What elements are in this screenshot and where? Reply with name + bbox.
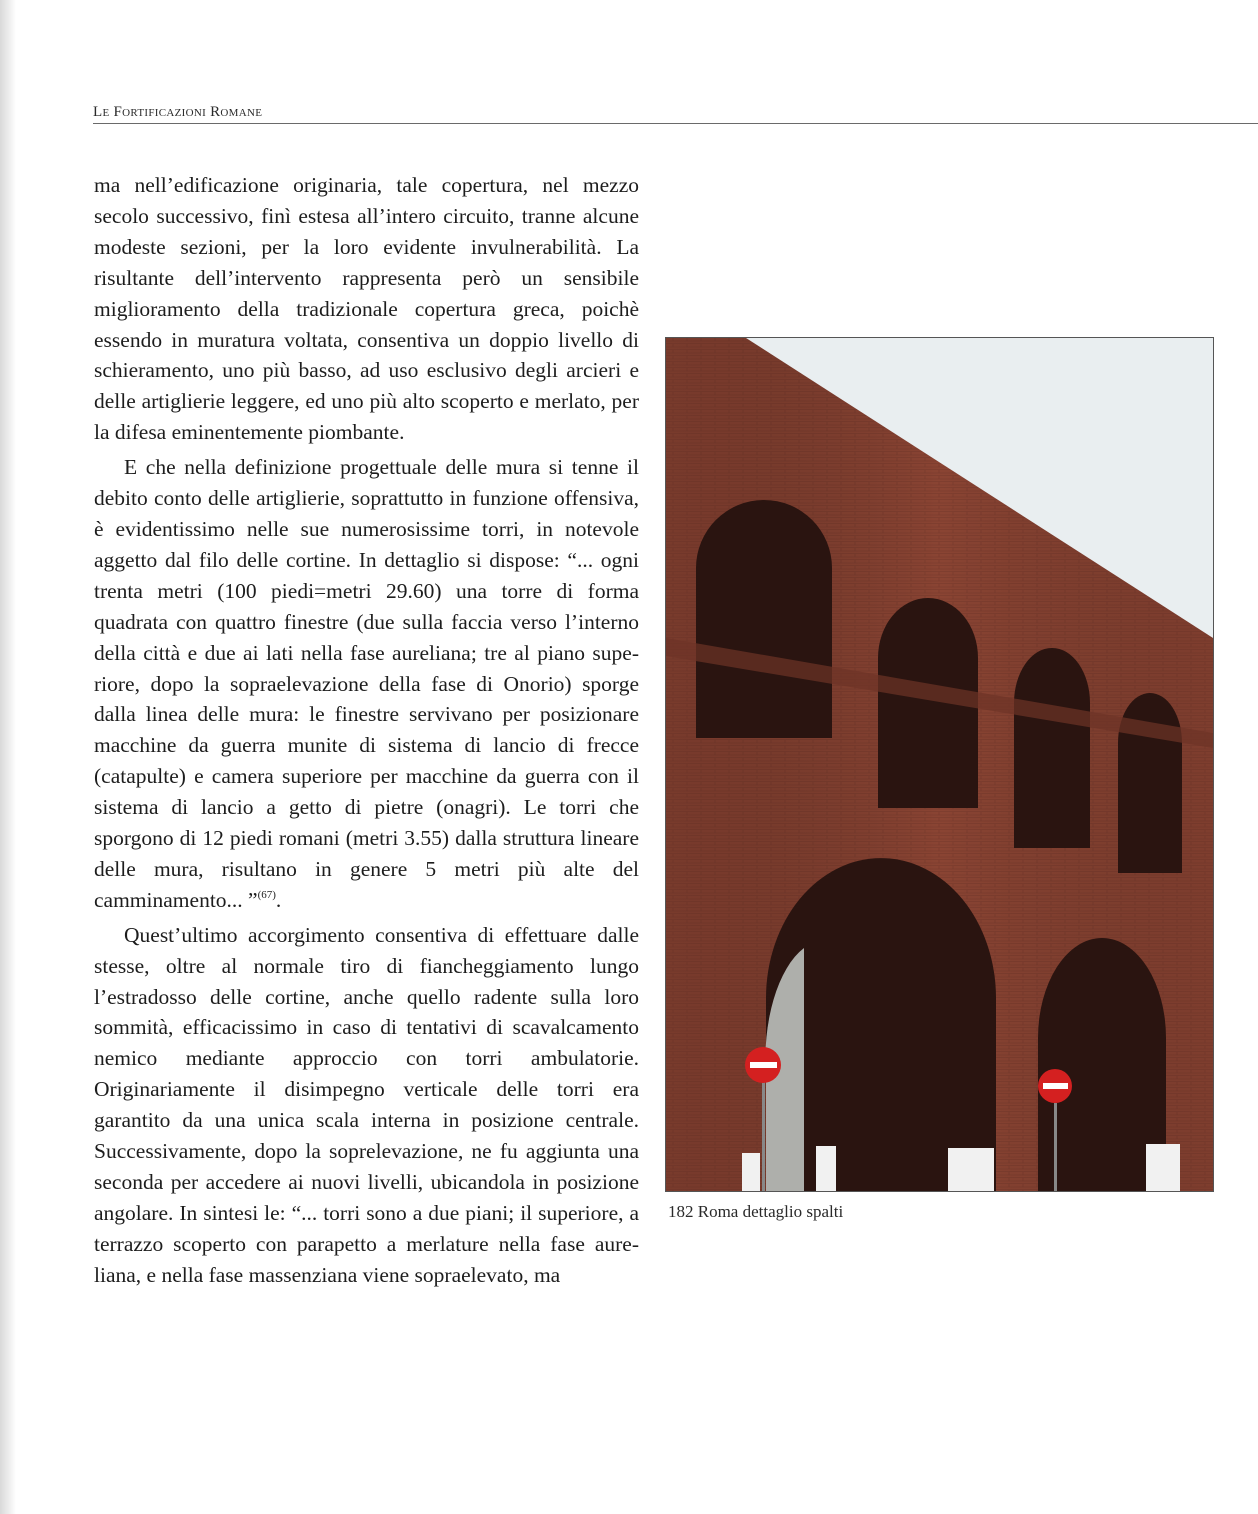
figure-caption: 182 Roma dettaglio spalti — [668, 1202, 844, 1221]
paragraph-2-text: E che nella definizione progettuale delle mura si tenne il debito conto delle artiglierie, soprattutto in funzione offensiva, è evidentissimo nelle sue numerosissime torri, in notevole aggetto dal filo delle cortine. In dettaglio si dispose: “... ogni trenta metri (100 piedi=metri 29.60) una torre di forma quadrata con quattro finestre (due sulla faccia verso l’interno della città e due ai lati nella fase aureliana; tre al piano superiore, dopo la sopraelevazione della fase di Onorio) sporge dalla linea delle mura: le finestre servivano per posizionare macchine da guerra munite di sistema di lancio di frecce (catapulte) e camera superiore per macchine da guerra con il sistema di lancio a getto di pietre (onagri). Le torri che sporgono di 12 piedi romani (metri 3.55) dalla struttura lineare delle mura, risultano in genere 5 metri più alte del camminamento... ” — [94, 455, 639, 912]
upper-arch-1 — [696, 500, 832, 738]
upper-arch-3 — [1014, 648, 1090, 848]
running-title: Le Fortificazioni Romane — [93, 104, 263, 120]
paragraph-2-tail: . — [275, 887, 282, 912]
paragraph-1: ma nell’edificazione originaria, tale copertura, nel mezzo secolo successivo, finì estesa all’intero circuito, tranne alcune modeste sezioni, per la loro evidente invulnerabilità. La risultante dell’intervento rappresenta però un sensibile miglioramento della tradizionale copertura greca, poichè essendo in muratura voltata, consentiva un doppio livello di schieramento, uno più basso, ad uso esclusivo degli arcieri e delle artiglierie leggere, ed uno più alto scoperto e merlato, per la difesa eminentemente piombante. — [94, 173, 639, 445]
paragraph-3: Quest’ultimo accorgimento consentiva di effettuare dalle stesse, oltre al normale tiro di fiancheggiamento lungo l’estradosso delle cortine, anche quello radente sulla loro sommità, efficacissimo in caso di tentativi di scavalcamento nemico mediante approccio con torri ambulatorie. Originariamente il disimpegno verticale delle torri era garantito da una unica scala interna in posizione centrale. Successivamente, dopo la soprelevazione, ne fu aggiunta una seconda per accedere ai nuovi livelli, ubicandola in posizione angolare. In sintesi le: “... torri sono a due piani; il superiore, a terrazzo scoperto con parapetto a merlature nella fase aureliana, e nella fase massenziana viene sopraelevato, ma — [94, 922, 639, 1287]
header-rule — [93, 123, 1258, 124]
paragraph-2 — [94, 452, 639, 916]
footnote-reference[interactable]: (67) — [257, 888, 276, 901]
page-gutter-shadow — [0, 0, 16, 1514]
photo-roman-walls — [665, 337, 1214, 1192]
photo-illustration — [666, 338, 1213, 1191]
body-text — [94, 170, 639, 1295]
